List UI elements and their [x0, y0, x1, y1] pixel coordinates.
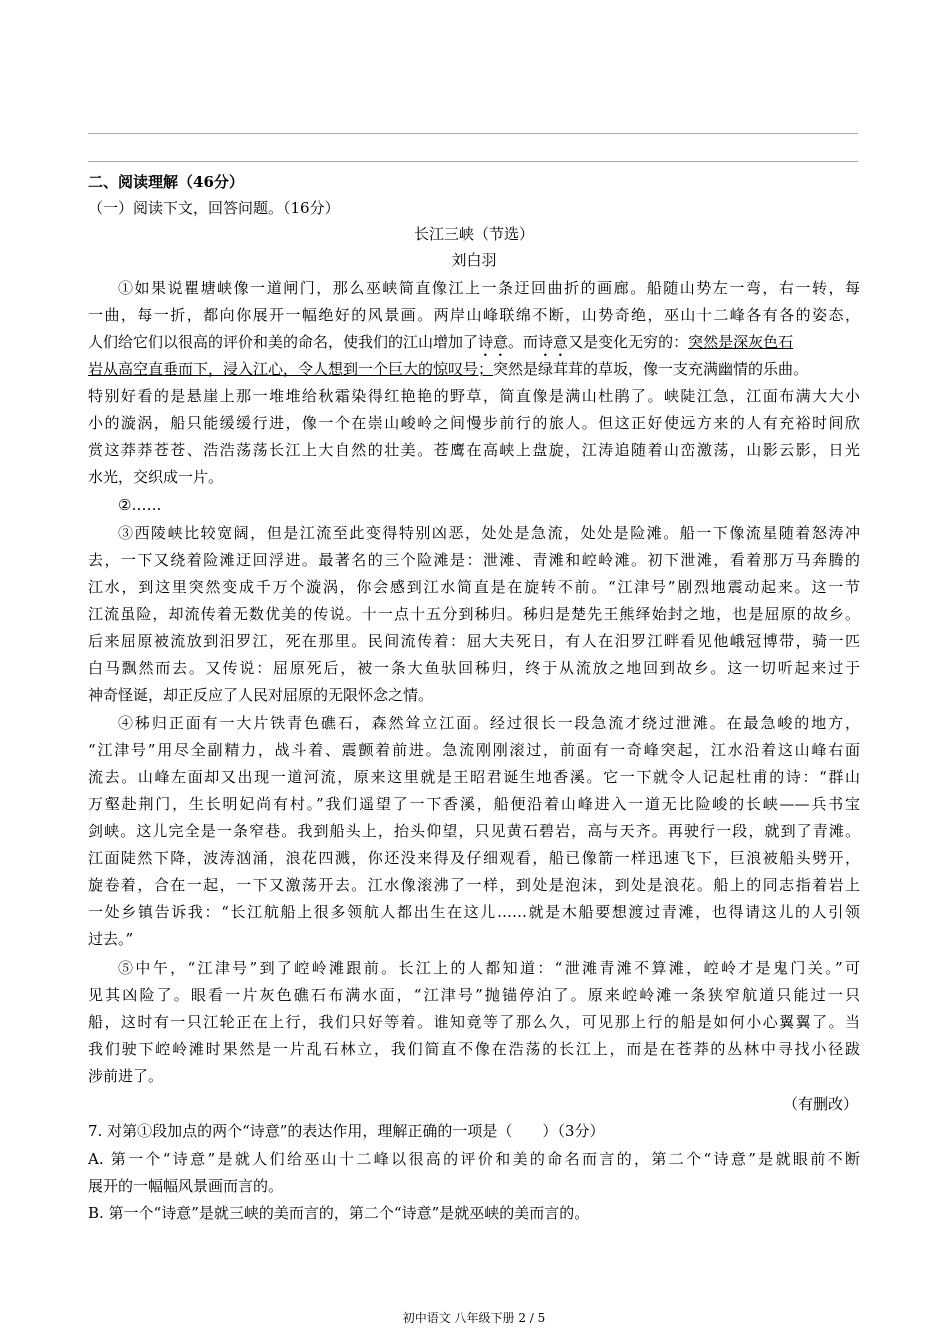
option-a-line-1: A. 第一个“诗意”是就人们给巫山十二峰以很高的评价和美的命名而言的，第二个“诗意”是就眼前不断 [88, 1150, 860, 1168]
paragraph-4-line-9: 过去。” [88, 930, 134, 948]
option-b: B. 第一个“诗意”是就三峡的美而言的，第二个“诗意”是就巫峡的美而言的。 [88, 1204, 590, 1222]
paragraph-1-line-1: ①如果说瞿塘峡像一道闸门，那么巫峡简直像江上一条迂回曲折的画廊。船随山势左一弯，右一转，每 [118, 279, 860, 297]
paragraph-3-line-5: 后来屈原被流放到汨罗江，死在那里。民间流传着：屈大夫死日，有人在汨罗江畔看见他峨冠博带，骑一匹 [88, 632, 860, 650]
section-title: 二、阅读理解（46分） [88, 173, 244, 191]
article-author: 刘白羽 [451, 251, 497, 269]
paragraph-3-line-4: 江流虽险，却流传着无数优美的传说。十一点十五分到秭归。秭归是楚先王熊绎始封之地，也是屈原的故乡。 [88, 605, 860, 623]
paragraph-4-line-4: 万壑赴荆门，生长明妃尚有村。”我们遥望了一下香溪，船便沿着山峰进入一道无比险峻的长峡——兵书宝 [88, 795, 860, 813]
paragraph-4-line-3: 流去。山峰左面却又出现一道河流，原来这里就是王昭君诞生地香溪。它一下就令人记起杜甫的诗：“群山 [88, 768, 860, 786]
article-title: 长江三峡（节选） [413, 225, 534, 243]
paragraph-1-line-7: 赏这莽莽苍苍、浩浩荡荡长江上大自然的壮美。苍鹰在高峡上盘旋，江涛追随着山峦激荡，山影云影，日光 [88, 441, 860, 459]
paragraph-3-line-6: 白马飘然而去。又传说：屈原死后，被一条大鱼驮回秭归，终于从流放之地回到故乡。这一切听起来过于 [88, 659, 860, 677]
paragraph-5-line-4: 我们驶下崆岭滩时果然是一片乱石林立，我们简直不像在浩荡的长江上，而是在苍莽的丛林中寻找小径跋 [88, 1040, 860, 1058]
dotted-word-shiyi-1: 诗意 [478, 333, 509, 351]
paragraph-5-line-5: 涉前进了。 [88, 1067, 164, 1085]
underlined-sentence: 突然是深灰色石 [688, 333, 794, 351]
paragraph-4-line-1: ④秭归正面有一大片铁青色礁石，森然耸立江面。经过很长一段急流才绕过泄滩。在最急峻的地方， [118, 714, 860, 732]
paragraph-5-line-2: 见其凶险了。眼看一片灰色礁石布满水面，“江津号”抛锚停泊了。原来崆岭滩一条狭窄航道只能过一只 [88, 986, 860, 1004]
question-7-stem: 7. 对第①段加点的两个“诗意”的表达作用，理解正确的一项是（ ）（3分） [88, 1122, 605, 1140]
paragraph-4-line-8: 一处乡镇告诉我：“长江航船上很多领航人都出生在这儿……就是木船要想渡过青滩，也得请这儿的人引领 [88, 903, 860, 921]
paragraph-4-line-6: 江面陡然下降，波涛汹涌，浪花四溅，你还没来得及仔细观看，船已像箭一样迅速飞下，巨浪被船头劈开， [88, 849, 860, 867]
paragraph-4-line-2: “江津号”用尽全副精力，战斗着、震颤着前进。急流刚刚滚过，前面有一奇峰突起，江水沿着这山峰右面 [88, 741, 860, 759]
answer-line-1 [88, 133, 858, 134]
answer-line-2 [88, 161, 858, 162]
paragraph-4-line-5: 剑峡。这儿完全是一条窄巷。我到船头上，抬头仰望，只见黄石碧岩，高与天齐。再驶行一段，就到了青滩。 [88, 822, 860, 840]
paragraph-2: ②…… [118, 496, 162, 514]
paragraph-3-line-7: 神奇怪诞，却正反应了人民对屈原的无限怀念之情。 [88, 686, 434, 704]
paragraph-3-line-2: 去，一下又绕着险滩迂回浮进。最著名的三个险滩是：泄滩、青滩和崆岭滩。初下泄滩，看着那万马奔腾的 [88, 551, 860, 569]
page-footer: 初中语文 八年级下册 2 / 5 [402, 1311, 546, 1325]
text-run: 。而 [508, 333, 539, 351]
sub-title: （一）阅读下文，回答问题。（16分） [88, 199, 340, 217]
paragraph-1-line-4 [88, 356, 860, 382]
paragraph-3-line-1: ③西陵峡比较宽阔，但是江流至此变得特别凶恶，处处是急流，处处是险滩。船一下像流星随着怒涛冲 [118, 524, 860, 542]
text-run: 人们给它们以很高的评价和美的命名，使我们的江山增加了 [88, 333, 479, 351]
paragraph-5-line-3: 船，这时有一只江轮正在上行，我们只好等着。谁知竟等了那么久，可见那上行的船是如何小心翼翼了。当 [88, 1013, 860, 1031]
paragraph-1-line-8: 水光，交织成一片。 [88, 468, 224, 486]
paragraph-4-line-7: 旋卷着，合在一起，一下又激荡开去。江水像滚沸了一样，到处是泡沫，到处是浪花。船上的同志指着岩上 [88, 876, 860, 894]
text-run: 又是变化无穷的： [568, 333, 689, 351]
paragraph-1-line-5: 特别好看的是悬崖上那一堆堆给秋霜染得红艳艳的野草，简直像是满山杜鹃了。峡陡江急，江面布满大大小 [88, 387, 860, 405]
option-a-line-2: 展开的一幅幅风景画而言的。 [88, 1177, 284, 1195]
edit-note: （有删改） [782, 1095, 858, 1113]
paragraph-3-line-3: 江水，到这里突然变成千万个漩涡，你会感到江水简直是在旋转不前。“江津号”剧烈地震动起来。这一节 [88, 578, 860, 596]
text-run: 突然是绿茸茸的草坂，像一支充满幽情的乐曲。 [493, 360, 809, 378]
underlined-sentence: 岩从高空直垂而下，浸入江心，令人想到一个巨大的惊叹号； [88, 360, 494, 378]
paragraph-5-line-1: ⑤中午，“江津号”到了崆岭滩跟前。长江上的人都知道：“泄滩青滩不算滩，崆岭才是鬼门关。”可 [118, 959, 860, 977]
paragraph-1-line-2: 一曲，每一折，都向你展开一幅绝好的风景画。两岸山峰联绵不断，山势奇绝，巫山十二峰各有各的姿态， [88, 306, 860, 324]
dotted-word-shiyi-2: 诗意 [538, 333, 569, 351]
paragraph-1-line-6: 小的漩涡，船只能缓缓行进，像一个在崇山峻岭之间慢步前行的旅人。但这正好使远方来的人有充裕时间欣 [88, 414, 860, 432]
